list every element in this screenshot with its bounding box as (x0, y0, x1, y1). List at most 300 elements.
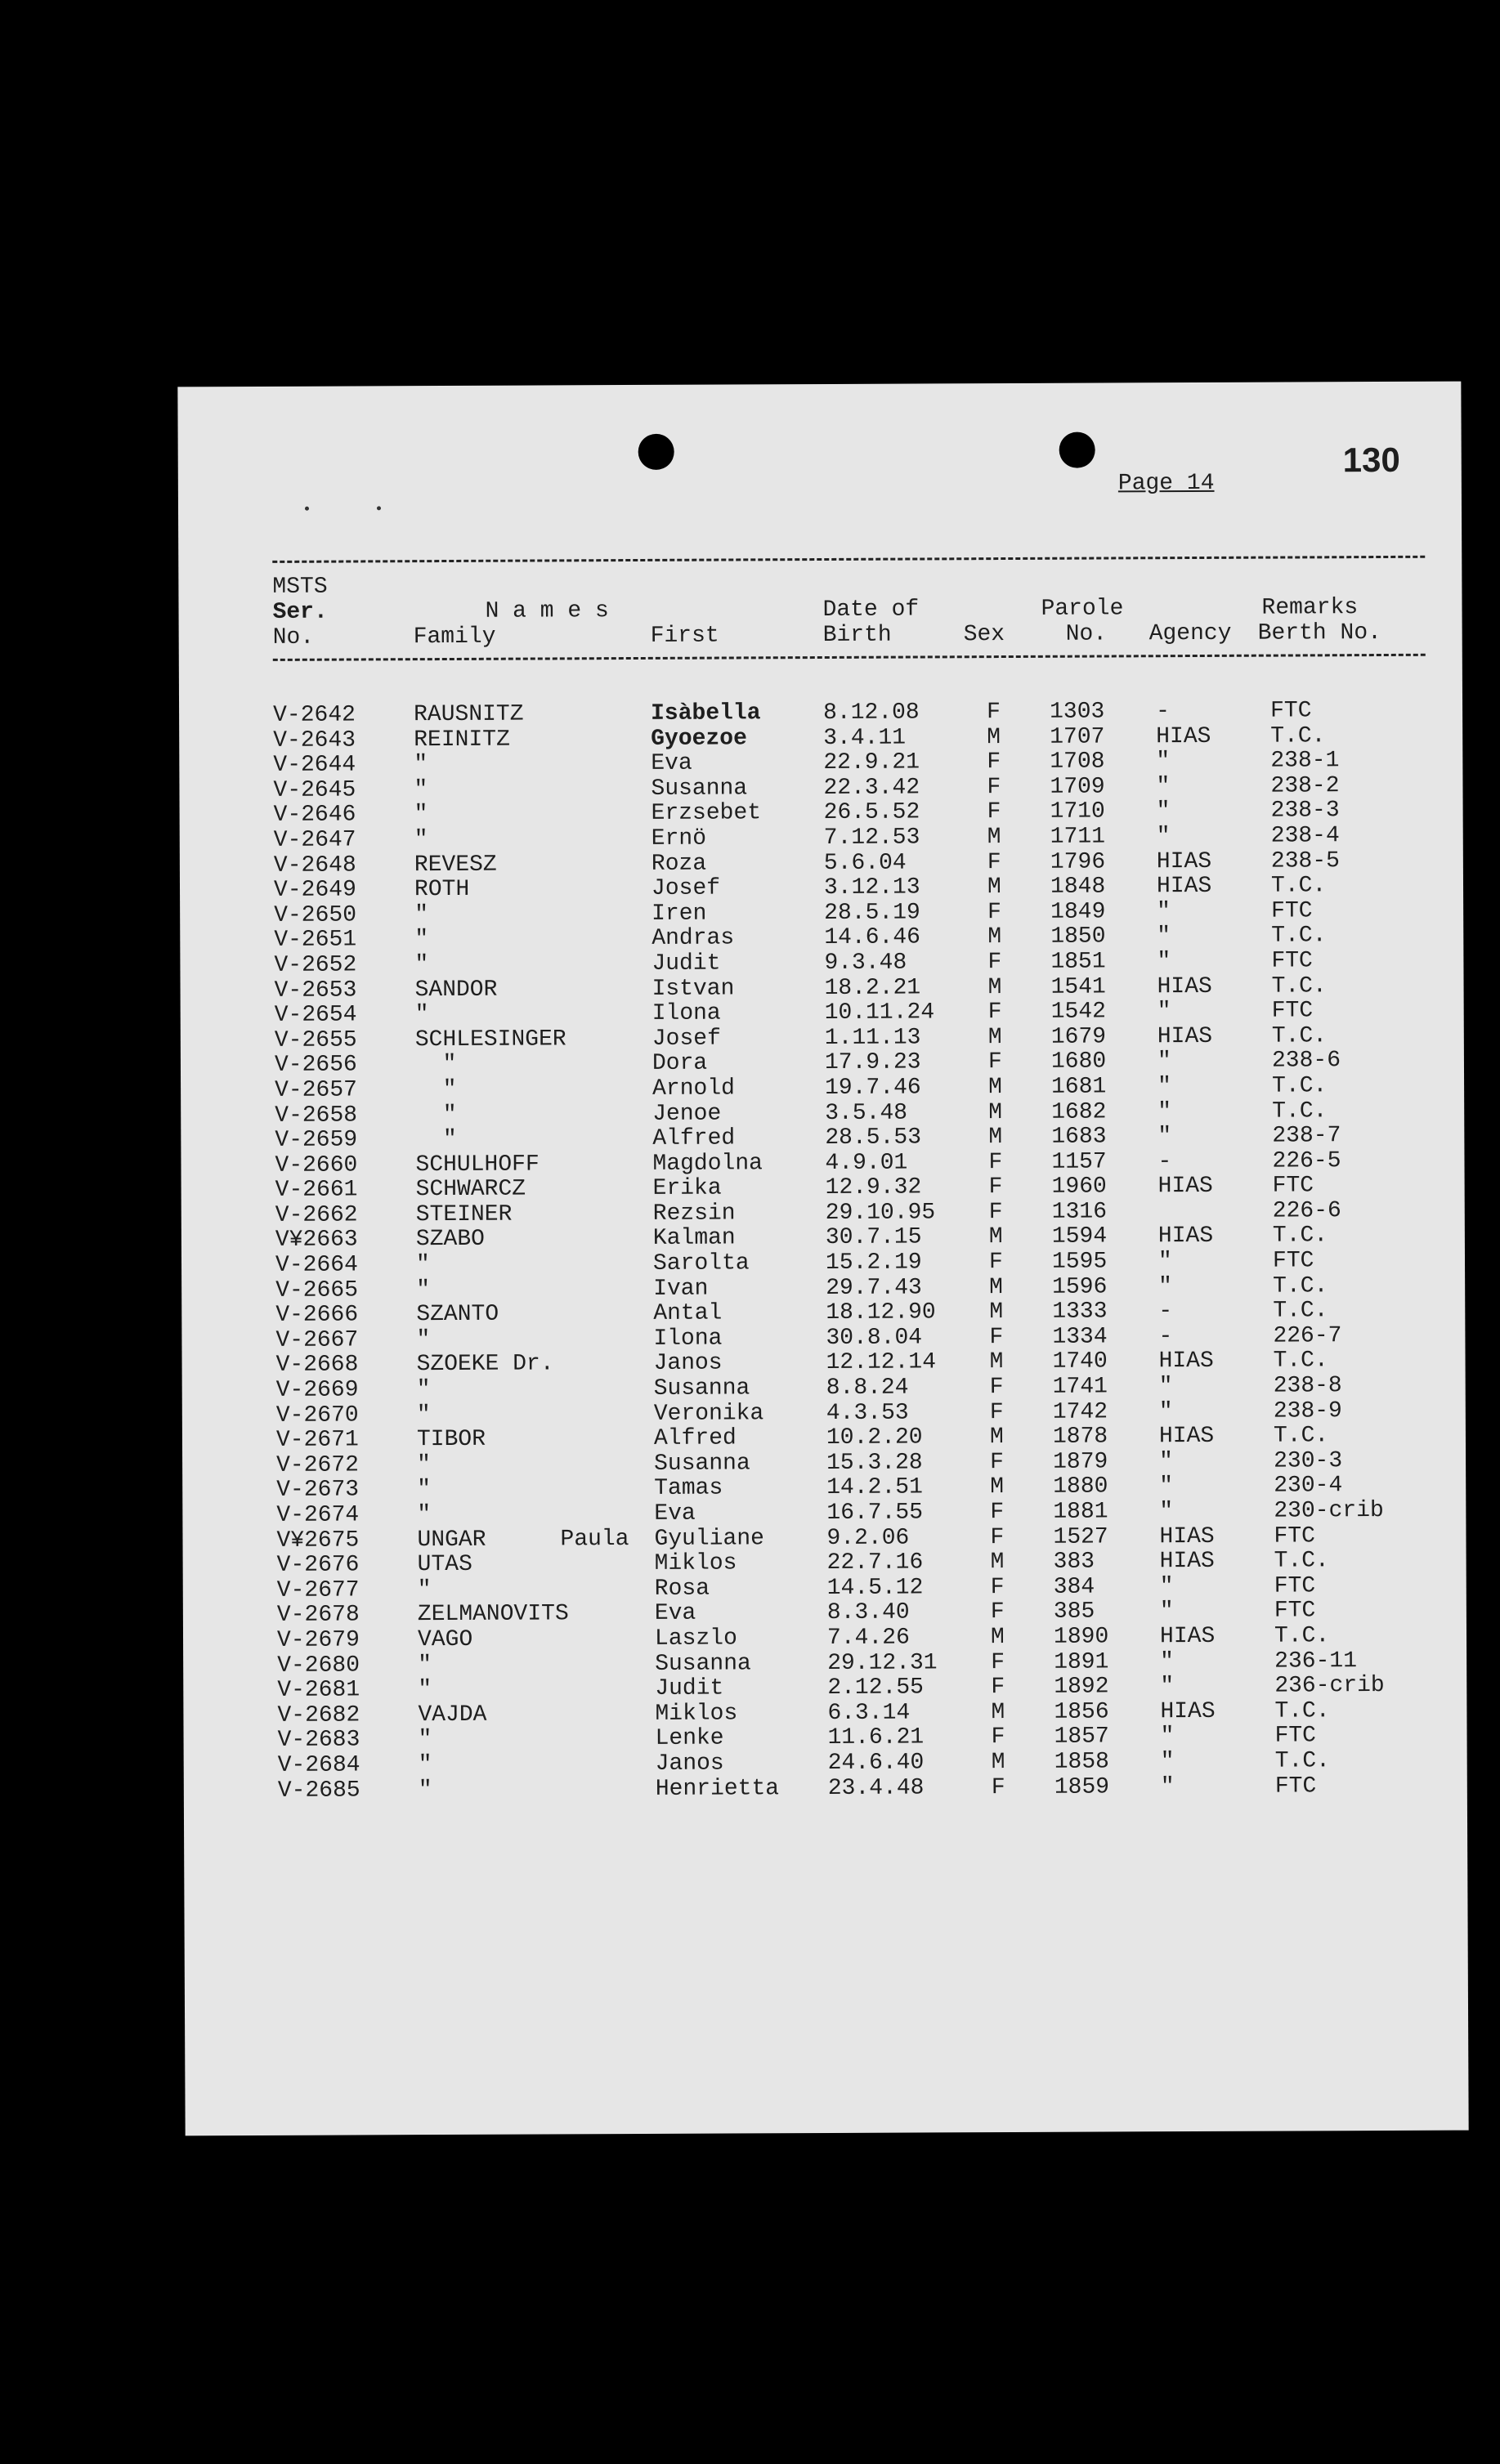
serial-number: V-2652 (274, 952, 357, 978)
remarks-berth: T.C. (1271, 1023, 1328, 1049)
agency: " (1157, 1249, 1172, 1275)
header-remarks: Remarks (1261, 595, 1359, 621)
date-of-birth: 3.4.11 (823, 725, 907, 751)
remarks-berth: T.C. (1273, 1423, 1329, 1449)
agency: HIAS (1159, 1523, 1215, 1550)
date-of-birth: 7.4.26 (826, 1625, 910, 1651)
first-name: Istvan (651, 976, 735, 1002)
remarks-berth: FTC (1271, 998, 1314, 1024)
parole-number: 1682 (1051, 1098, 1107, 1125)
serial-number: V-2668 (275, 1352, 359, 1379)
agency: HIAS (1159, 1549, 1215, 1575)
family-name: " (416, 1277, 431, 1303)
parole-number: 1878 (1052, 1424, 1108, 1450)
first-name: Erzsebet (651, 800, 762, 827)
header-parole-no: No. (1065, 621, 1108, 647)
sex: F (990, 1500, 1005, 1526)
header-no: No. (272, 624, 315, 651)
first-name: Erika (652, 1175, 722, 1202)
serial-number: V-2660 (275, 1152, 358, 1178)
family-name: UTAS (417, 1552, 472, 1578)
date-of-birth: 28.5.19 (824, 900, 920, 926)
page-number: 130 (1342, 440, 1400, 480)
remarks-berth: T.C. (1273, 1348, 1328, 1375)
agency: HIAS (1157, 1174, 1213, 1200)
header-bottom-rule (273, 654, 1426, 661)
family-name: " (414, 776, 428, 803)
remarks-berth: 238-2 (1270, 773, 1340, 799)
agency: " (1157, 1049, 1171, 1075)
date-of-birth: 12.12.14 (826, 1349, 937, 1376)
first-name: Henrietta (655, 1775, 780, 1802)
remarks-berth: 238-8 (1273, 1373, 1342, 1399)
remarks-berth: FTC (1270, 698, 1312, 724)
serial-number: V-2656 (274, 1052, 357, 1079)
family-name: " (414, 752, 428, 778)
serial-number: V-2643 (273, 727, 356, 754)
remarks-berth: FTC (1274, 1723, 1317, 1749)
family-name: TIBOR (416, 1427, 486, 1453)
remarks-berth: 238-3 (1270, 798, 1340, 824)
agency: - (1156, 699, 1170, 725)
first-name: Laszlo (654, 1626, 737, 1652)
first-name: Gyuliane (654, 1525, 764, 1552)
family-name: " (414, 802, 428, 828)
agency: " (1160, 1749, 1175, 1775)
serial-number: V-2649 (273, 877, 356, 904)
parole-number: 1740 (1052, 1348, 1108, 1375)
family-name: REVESZ (414, 852, 497, 878)
agency: - (1158, 1323, 1173, 1350)
remarks-berth: FTC (1274, 1773, 1317, 1800)
family-name: SZABO (415, 1227, 485, 1253)
agency: " (1157, 999, 1171, 1025)
date-of-birth: 18.12.90 (826, 1299, 936, 1326)
parole-number: 1681 (1051, 1074, 1107, 1100)
serial-number: V-2680 (277, 1652, 360, 1679)
agency: " (1158, 1374, 1173, 1400)
speck (377, 506, 381, 510)
date-of-birth: 6.3.14 (827, 1700, 911, 1726)
parole-number: 1881 (1053, 1499, 1108, 1525)
date-of-birth: 9.3.48 (824, 950, 907, 976)
serial-number: V-2653 (274, 977, 357, 1004)
agency: " (1157, 898, 1171, 924)
serial-number: V-2662 (275, 1202, 358, 1228)
first-name: Jenoe (652, 1101, 722, 1127)
first-name: Sarolta (652, 1250, 750, 1277)
sex: F (987, 799, 1001, 825)
date-of-birth: 10.11.24 (824, 999, 935, 1026)
date-of-birth: 7.12.53 (823, 825, 920, 851)
serial-number: V-2682 (277, 1702, 360, 1728)
agency: " (1156, 749, 1171, 775)
remarks-berth: 238-4 (1270, 823, 1340, 849)
parole-number: 1542 (1050, 999, 1106, 1025)
remarks-berth: FTC (1274, 1598, 1316, 1624)
family-name: " (415, 1252, 430, 1278)
serial-number: V-2669 (275, 1377, 359, 1403)
family-name: " (418, 1752, 432, 1778)
remarks-berth: T.C. (1272, 1073, 1328, 1099)
first-name: Judit (655, 1675, 724, 1702)
parole-number: 1960 (1051, 1174, 1107, 1201)
family-name: " (418, 1777, 432, 1803)
family-name: " (417, 1576, 432, 1603)
parole-number: 1595 (1051, 1249, 1108, 1275)
remarks-berth: T.C. (1272, 1098, 1328, 1125)
date-of-birth: 22.9.21 (823, 749, 920, 776)
sex: F (989, 1375, 1004, 1401)
agency: " (1158, 1398, 1173, 1424)
date-of-birth: 16.7.55 (826, 1500, 924, 1526)
agency: HIAS (1157, 973, 1212, 999)
sex: F (988, 1149, 1003, 1175)
serial-number: V-2648 (273, 852, 356, 879)
serial-number: V-2654 (274, 1002, 357, 1029)
agency: " (1159, 1599, 1174, 1625)
parole-number: 1707 (1050, 724, 1105, 750)
date-of-birth: 14.5.12 (826, 1575, 924, 1601)
first-name: Ivan (653, 1276, 709, 1302)
agency: HIAS (1157, 1023, 1213, 1049)
agency: " (1159, 1448, 1173, 1475)
parole-number: 1742 (1052, 1399, 1108, 1425)
serial-number: V-2664 (275, 1252, 358, 1278)
first-name: Ilona (651, 1000, 721, 1027)
agency: " (1157, 1074, 1171, 1100)
agency: " (1158, 1273, 1173, 1299)
date-of-birth: 8.12.08 (823, 700, 920, 726)
parole-number: 1541 (1050, 974, 1106, 1000)
remarks-berth: 226-6 (1272, 1198, 1341, 1224)
first-name: Josef (651, 1026, 721, 1052)
first-name: Andras (651, 925, 735, 952)
serial-number: V-2647 (273, 827, 356, 853)
passenger-table (273, 698, 1385, 1804)
remarks-berth: 238-1 (1270, 748, 1340, 774)
sex: M (988, 1099, 1003, 1125)
sex: F (991, 1724, 1005, 1751)
header-msts: MSTS (272, 574, 328, 600)
serial-number: V-2665 (275, 1277, 359, 1304)
date-of-birth: 29.7.43 (826, 1275, 922, 1301)
date-of-birth: 8.3.40 (826, 1599, 910, 1626)
family-name: " (414, 1052, 457, 1078)
sex: F (987, 774, 1001, 800)
family-name: " (414, 927, 429, 953)
first-name: Judit (651, 950, 721, 977)
first-name: Rosa (654, 1576, 710, 1602)
punch-hole-right (1059, 432, 1095, 468)
date-of-birth: 12.9.32 (825, 1174, 922, 1201)
serial-number: V-2658 (275, 1102, 358, 1129)
first-name: Magdolna (652, 1151, 763, 1177)
parole-number: 1710 (1050, 798, 1105, 825)
family-name: SCHWARCZ (415, 1176, 526, 1203)
agency: " (1157, 949, 1171, 975)
family-name: ZELMANOVITS (417, 1601, 569, 1628)
serial-number: V-2667 (275, 1327, 359, 1353)
header-parole: Parole (1041, 596, 1124, 622)
family-name: " (414, 827, 428, 853)
family-name: " (415, 1127, 457, 1153)
date-of-birth: 8.8.24 (826, 1375, 909, 1402)
remarks-berth: 238-7 (1272, 1123, 1341, 1149)
first-name: Miklos (654, 1550, 737, 1577)
remarks-berth: FTC (1274, 1523, 1315, 1550)
agency: " (1156, 773, 1171, 799)
parole-number: 1856 (1054, 1699, 1109, 1725)
sex: F (988, 1250, 1003, 1276)
sex: F (991, 1649, 1005, 1675)
first-name: Janos (653, 1350, 723, 1377)
agency: " (1160, 1648, 1175, 1675)
parole-number: 1892 (1054, 1674, 1109, 1700)
family-name: UNGAR (417, 1527, 486, 1553)
agency: - (1158, 1299, 1173, 1325)
header-sex: Sex (963, 622, 1005, 648)
parole-number: 1857 (1054, 1724, 1109, 1751)
first-name: Miklos (655, 1701, 738, 1727)
date-of-birth: 22.3.42 (823, 775, 920, 801)
remarks-berth: T.C. (1273, 1298, 1328, 1324)
sex: M (988, 1125, 1003, 1151)
parole-number: 384 (1053, 1574, 1095, 1600)
remarks-berth: 230-4 (1274, 1473, 1343, 1500)
first-name: Alfred (652, 1125, 736, 1152)
serial-number: V-2672 (276, 1452, 359, 1478)
remarks-berth: T.C. (1274, 1548, 1329, 1574)
agency: HIAS (1160, 1698, 1216, 1724)
sex: F (987, 1049, 1002, 1075)
parole-number: 1683 (1051, 1124, 1107, 1150)
family-name: " (418, 1677, 432, 1703)
first-name: Isàbella (651, 700, 761, 727)
first-name: Susanna (651, 776, 748, 802)
page-label: Page 14 (1117, 470, 1215, 497)
family-name: SZOEKE Dr. (416, 1351, 554, 1378)
remarks-berth: 236-crib (1274, 1673, 1385, 1699)
family-name: " (418, 1727, 432, 1753)
parole-number: 1334 (1052, 1324, 1108, 1350)
parole-number: 1157 (1051, 1149, 1107, 1175)
family-name: " (414, 901, 429, 928)
sex: M (987, 874, 1001, 901)
family-name-extra: Paula (560, 1526, 629, 1552)
agency: HIAS (1157, 1223, 1214, 1250)
sex: F (988, 1174, 1003, 1201)
family-name: RAUSNITZ (414, 701, 524, 728)
agency: " (1157, 1098, 1172, 1125)
first-name: Eva (654, 1601, 696, 1627)
header-berth-no: Berth No. (1257, 620, 1381, 646)
parole-number: 1596 (1052, 1274, 1108, 1300)
sex: M (987, 974, 1002, 1000)
sex: M (987, 825, 1001, 851)
date-of-birth: 28.5.53 (825, 1125, 922, 1152)
family-name: ROTH (414, 877, 470, 903)
agency: " (1160, 1724, 1175, 1750)
first-name: Ilona (653, 1326, 723, 1352)
sex: F (987, 899, 1002, 925)
date-of-birth: 30.8.04 (826, 1325, 923, 1351)
parole-number: 1890 (1053, 1624, 1109, 1650)
family-name: " (417, 1451, 431, 1478)
sex: M (987, 924, 1002, 950)
sex: F (990, 1449, 1004, 1475)
family-name: " (415, 1102, 457, 1128)
remarks-berth: T.C. (1273, 1272, 1328, 1299)
parole-number: 1711 (1050, 824, 1106, 850)
date-of-birth: 15.3.28 (826, 1450, 923, 1476)
sex: M (990, 1550, 1005, 1576)
date-of-birth: 17.9.23 (824, 1049, 921, 1076)
parole-number: 1594 (1051, 1223, 1108, 1250)
parole-number: 1316 (1051, 1199, 1108, 1225)
date-of-birth: 3.12.13 (823, 874, 920, 901)
serial-number: V-2671 (275, 1427, 359, 1454)
remarks-berth: 230-crib (1274, 1498, 1384, 1524)
sex: F (990, 1524, 1005, 1550)
serial-number: V-2655 (274, 1027, 357, 1053)
remarks-berth: T.C. (1274, 1623, 1330, 1649)
remarks-berth: T.C. (1274, 1748, 1330, 1774)
first-name: Kalman (652, 1225, 736, 1252)
remarks-berth: FTC (1271, 948, 1313, 974)
sex: M (990, 1625, 1005, 1651)
parole-number: 1879 (1053, 1449, 1108, 1475)
date-of-birth: 14.6.46 (824, 924, 920, 951)
parole-number: 385 (1053, 1599, 1095, 1626)
remarks-berth: 238-9 (1273, 1397, 1342, 1424)
first-name: Eva (651, 750, 692, 777)
date-of-birth: 22.7.16 (826, 1550, 924, 1576)
serial-number: V-2670 (275, 1402, 359, 1429)
agency: HIAS (1156, 848, 1212, 874)
header-family: Family (413, 624, 496, 651)
serial-number: V-2683 (277, 1727, 360, 1754)
remarks-berth: T.C. (1271, 973, 1327, 999)
serial-number: V-2678 (276, 1602, 360, 1629)
document-page (177, 382, 1468, 2136)
sex: M (991, 1749, 1005, 1776)
header-date-of: Date of (822, 597, 920, 623)
serial-number: V-2685 (277, 1778, 360, 1804)
parole-number: 1679 (1050, 1024, 1107, 1050)
parole-number: 1851 (1050, 949, 1106, 975)
family-name: SANDOR (414, 977, 498, 1003)
agency: " (1159, 1573, 1174, 1599)
parole-number: 1880 (1053, 1473, 1108, 1500)
punch-hole-left (638, 434, 674, 470)
family-name: " (416, 1326, 431, 1353)
remarks-berth: T.C. (1272, 1223, 1328, 1250)
date-of-birth: 1.11.13 (824, 1025, 921, 1051)
sex: M (991, 1699, 1005, 1725)
sex: M (988, 1224, 1003, 1250)
sex: F (987, 700, 1001, 726)
agency: HIAS (1156, 874, 1212, 900)
serial-number: V-2644 (273, 752, 356, 779)
sex: F (987, 849, 1001, 875)
remarks-berth: 230-3 (1274, 1448, 1343, 1474)
agency: " (1159, 1473, 1174, 1500)
date-of-birth: 2.12.55 (827, 1675, 924, 1702)
family-name: " (414, 952, 429, 978)
serial-number: V-2650 (274, 902, 357, 928)
sex: F (989, 1324, 1004, 1350)
serial-number: V¥2675 (276, 1527, 360, 1554)
date-of-birth: 14.2.51 (826, 1474, 923, 1501)
remarks-berth: FTC (1271, 898, 1313, 924)
date-of-birth: 18.2.21 (824, 975, 921, 1001)
serial-number: V-2642 (273, 702, 356, 728)
sex: M (989, 1299, 1004, 1326)
first-name: Susanna (654, 1451, 750, 1477)
header-top-rule (272, 556, 1425, 563)
family-name: SCHLESINGER (414, 1026, 566, 1053)
family-name: VAGO (417, 1626, 473, 1653)
serial-number: V-2646 (273, 802, 356, 829)
family-name: " (417, 1502, 432, 1528)
first-name: Lenke (655, 1725, 724, 1752)
date-of-birth: 29.10.95 (825, 1200, 936, 1226)
sex: F (987, 749, 1001, 776)
agency: " (1156, 798, 1171, 825)
family-name: " (417, 1477, 432, 1503)
agency: " (1159, 1499, 1174, 1525)
agency: HIAS (1158, 1424, 1215, 1450)
first-name: Janos (655, 1751, 724, 1777)
first-name: Rezsin (652, 1201, 736, 1227)
parole-number: 1796 (1050, 849, 1106, 875)
serial-number: V-2657 (275, 1077, 357, 1103)
agency: " (1157, 923, 1171, 950)
remarks-berth: T.C. (1271, 923, 1327, 949)
sex: F (991, 1675, 1005, 1701)
family-name: VAJDA (418, 1702, 487, 1728)
sex: F (990, 1599, 1005, 1626)
sex: M (989, 1424, 1004, 1451)
first-name: Roza (651, 851, 707, 877)
sex: F (987, 999, 1002, 1026)
date-of-birth: 10.2.20 (826, 1424, 923, 1451)
remarks-berth: 226-7 (1273, 1323, 1342, 1349)
serial-number: V-2679 (276, 1627, 360, 1653)
serial-number: V¥2663 (275, 1227, 358, 1254)
parole-number: 1333 (1052, 1299, 1108, 1326)
first-name: Antal (653, 1300, 723, 1327)
serial-number: V-2659 (275, 1127, 358, 1154)
parole-number: 1303 (1050, 699, 1105, 725)
first-name: Eva (654, 1500, 696, 1527)
family-name: " (416, 1377, 431, 1403)
speck (305, 507, 309, 511)
remarks-berth: T.C. (1270, 722, 1326, 749)
date-of-birth: 4.9.01 (825, 1150, 908, 1176)
serial-number: V-2645 (273, 777, 356, 803)
remarks-berth: FTC (1272, 1173, 1314, 1199)
date-of-birth: 4.3.53 (826, 1400, 909, 1426)
sex: F (987, 949, 1002, 976)
remarks-berth: 236-11 (1274, 1648, 1358, 1675)
agency: " (1156, 824, 1171, 850)
parole-number: 1858 (1054, 1749, 1109, 1775)
date-of-birth: 26.5.52 (823, 799, 920, 826)
sex: F (991, 1774, 1005, 1800)
first-name: Tamas (654, 1475, 723, 1502)
